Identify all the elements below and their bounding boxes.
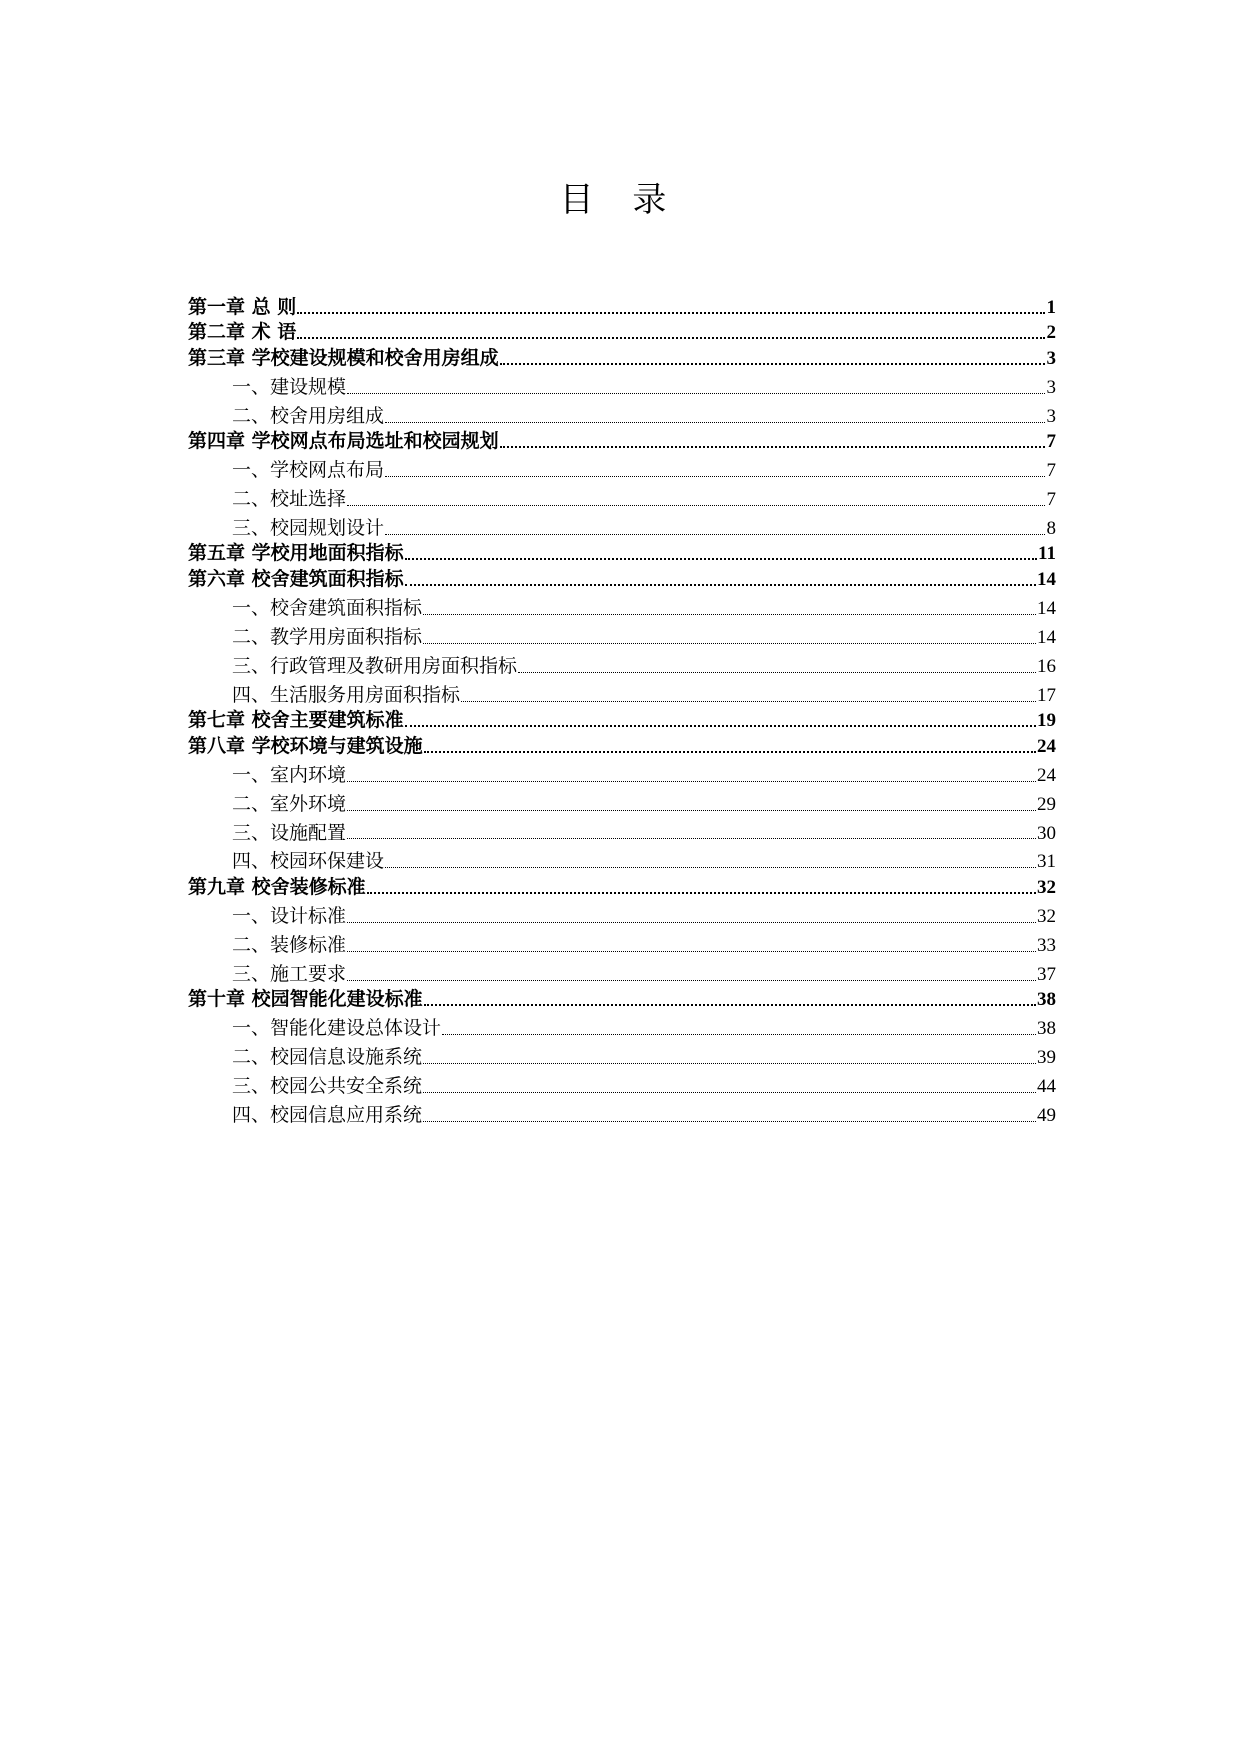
toc-page-number: 7 xyxy=(1046,431,1056,453)
toc-page-number: 24 xyxy=(1037,764,1056,786)
toc-dot-leader xyxy=(423,641,1036,644)
toc-section-entry[interactable] xyxy=(188,786,1056,815)
toc-section-entry[interactable] xyxy=(188,398,1056,427)
toc-section-entry[interactable] xyxy=(188,619,1056,648)
toc-entry-label: 第四章 学校网点布局选址和校园规划 xyxy=(188,430,499,453)
toc-entry-label: 一、学校网点布局 xyxy=(232,459,385,482)
toc-page-number: 30 xyxy=(1037,822,1056,844)
toc-section-entry[interactable] xyxy=(188,481,1056,510)
toc-entry-label: 四、生活服务用房面积指标 xyxy=(232,683,461,706)
toc-page-number: 44 xyxy=(1037,1075,1056,1097)
toc-entry-label: 三、行政管理及教研用房面积指标 xyxy=(232,654,518,677)
table-of-contents xyxy=(188,292,1056,1126)
toc-entry-label: 三、设施配置 xyxy=(232,821,347,844)
toc-dot-leader xyxy=(423,612,1036,615)
toc-section-entry[interactable] xyxy=(188,369,1056,398)
toc-entry-label: 一、室内环境 xyxy=(232,763,347,786)
toc-dot-leader xyxy=(385,420,1045,423)
toc-entry-label: 三、校园规划设计 xyxy=(232,516,385,539)
toc-entry-label: 一、校舍建筑面积指标 xyxy=(232,596,423,619)
toc-chapter-entry[interactable] xyxy=(188,731,1056,757)
toc-entry-label: 三、校园公共安全系统 xyxy=(232,1074,423,1097)
toc-dot-leader xyxy=(423,1119,1036,1122)
toc-entry-label: 四、校园环保建设 xyxy=(232,850,385,873)
toc-dot-leader xyxy=(461,699,1036,702)
toc-entry-label: 三、施工要求 xyxy=(232,962,347,985)
toc-dot-leader xyxy=(385,474,1045,477)
toc-section-entry[interactable] xyxy=(188,1068,1056,1097)
toc-page-number: 2 xyxy=(1046,322,1056,344)
toc-page-number: 7 xyxy=(1046,460,1056,482)
toc-dot-leader xyxy=(347,808,1036,811)
toc-entry-label: 第五章 学校用地面积指标 xyxy=(188,542,404,565)
toc-page-number: 3 xyxy=(1046,405,1056,427)
toc-dot-leader xyxy=(424,749,1036,753)
toc-entry-label: 二、室外环境 xyxy=(232,792,347,815)
toc-page-number: 37 xyxy=(1037,963,1056,985)
toc-page-number: 32 xyxy=(1037,905,1056,927)
toc-entry-label: 一、设计标准 xyxy=(232,904,347,927)
toc-dot-leader xyxy=(405,556,1037,560)
toc-section-entry[interactable] xyxy=(188,956,1056,985)
toc-dot-leader xyxy=(297,310,1045,314)
toc-chapter-entry[interactable] xyxy=(188,985,1056,1011)
toc-dot-leader xyxy=(347,949,1036,952)
toc-section-entry[interactable] xyxy=(188,1097,1056,1126)
toc-dot-leader xyxy=(424,1002,1036,1006)
toc-page-number: 1 xyxy=(1046,296,1056,318)
toc-page-number: 11 xyxy=(1038,543,1056,565)
toc-page-number: 8 xyxy=(1046,517,1056,539)
toc-dot-leader xyxy=(347,391,1045,394)
toc-dot-leader xyxy=(405,723,1036,727)
toc-section-entry[interactable] xyxy=(188,927,1056,956)
toc-dot-leader xyxy=(442,1032,1036,1035)
toc-dot-leader xyxy=(518,670,1036,673)
toc-section-entry[interactable] xyxy=(188,1039,1056,1068)
toc-dot-leader xyxy=(385,532,1045,535)
toc-dot-leader xyxy=(500,361,1045,365)
toc-dot-leader xyxy=(367,890,1036,894)
toc-dot-leader xyxy=(347,836,1036,839)
toc-entry-label: 一、建设规模 xyxy=(232,375,347,398)
toc-page-number: 38 xyxy=(1037,989,1056,1011)
toc-dot-leader xyxy=(347,978,1036,981)
toc-section-entry[interactable] xyxy=(188,843,1056,872)
toc-dot-leader xyxy=(500,444,1045,448)
toc-dot-leader xyxy=(347,920,1036,923)
toc-chapter-entry[interactable] xyxy=(188,564,1056,590)
toc-dot-leader xyxy=(347,503,1045,506)
toc-chapter-entry[interactable] xyxy=(188,539,1056,565)
toc-page-number: 29 xyxy=(1037,793,1056,815)
toc-page-number: 31 xyxy=(1037,851,1056,873)
toc-entry-label: 第九章 校舍装修标准 xyxy=(188,875,366,898)
toc-page-number: 32 xyxy=(1037,876,1056,898)
toc-dot-leader xyxy=(423,1061,1036,1064)
toc-entry-label: 第六章 校舍建筑面积指标 xyxy=(188,568,404,591)
toc-section-entry[interactable] xyxy=(188,1010,1056,1039)
toc-entry-label: 第七章 校舍主要建筑标准 xyxy=(188,709,404,732)
toc-page-number: 39 xyxy=(1037,1047,1056,1068)
toc-page-number: 14 xyxy=(1037,626,1056,648)
toc-chapter-entry[interactable] xyxy=(188,343,1056,369)
toc-entry-label: 四、校园信息应用系统 xyxy=(232,1103,423,1126)
toc-section-entry[interactable] xyxy=(188,757,1056,786)
toc-entry-label: 第八章 学校环境与建筑设施 xyxy=(188,734,423,757)
toc-dot-leader xyxy=(405,582,1036,586)
toc-page-number: 3 xyxy=(1046,376,1056,398)
toc-page-number: 7 xyxy=(1046,489,1056,510)
toc-entry-label: 二、校舍用房组成 xyxy=(232,404,385,427)
toc-chapter-entry[interactable] xyxy=(188,292,1056,318)
toc-page-number: 38 xyxy=(1037,1018,1056,1040)
toc-dot-leader xyxy=(347,779,1036,782)
toc-section-entry[interactable] xyxy=(188,590,1056,619)
toc-chapter-entry[interactable] xyxy=(188,427,1056,453)
toc-entry-label: 二、校园信息设施系统 xyxy=(232,1046,423,1068)
toc-section-entry[interactable] xyxy=(188,452,1056,481)
toc-page-number: 14 xyxy=(1037,569,1056,591)
toc-entry-label: 二、装修标准 xyxy=(232,933,347,956)
toc-page-number: 19 xyxy=(1037,710,1056,732)
toc-chapter-entry[interactable] xyxy=(188,872,1056,898)
toc-entry-label: 第十章 校园智能化建设标准 xyxy=(188,988,423,1011)
toc-chapter-entry[interactable] xyxy=(188,706,1056,732)
toc-section-entry[interactable] xyxy=(188,510,1056,539)
toc-entry-label: 一、智能化建设总体设计 xyxy=(232,1017,442,1040)
toc-entry-label: 二、教学用房面积指标 xyxy=(232,625,423,648)
toc-chapter-entry[interactable] xyxy=(188,318,1056,344)
toc-section-entry[interactable] xyxy=(188,677,1056,706)
toc-page-number: 49 xyxy=(1037,1104,1056,1126)
toc-page-number: 17 xyxy=(1037,684,1056,706)
toc-section-entry[interactable] xyxy=(188,815,1056,844)
toc-dot-leader xyxy=(385,865,1036,868)
toc-entry-label: 第一章 总 则 xyxy=(188,295,297,318)
toc-section-entry[interactable] xyxy=(188,898,1056,927)
toc-page-number: 24 xyxy=(1037,735,1056,757)
toc-section-entry[interactable] xyxy=(188,648,1056,677)
toc-entry-label: 二、校址选择 xyxy=(232,488,347,510)
toc-dot-leader xyxy=(297,335,1045,339)
toc-dot-leader xyxy=(423,1090,1036,1093)
toc-page-number: 14 xyxy=(1037,597,1056,619)
toc-page-number: 3 xyxy=(1046,347,1056,369)
toc-page-number: 16 xyxy=(1037,655,1056,677)
toc-entry-label: 第三章 学校建设规模和校舍用房组成 xyxy=(188,346,499,369)
toc-entry-label: 第二章 术 语 xyxy=(188,321,297,344)
page-title: 目 录 xyxy=(559,180,681,220)
toc-page-number: 33 xyxy=(1037,934,1056,956)
